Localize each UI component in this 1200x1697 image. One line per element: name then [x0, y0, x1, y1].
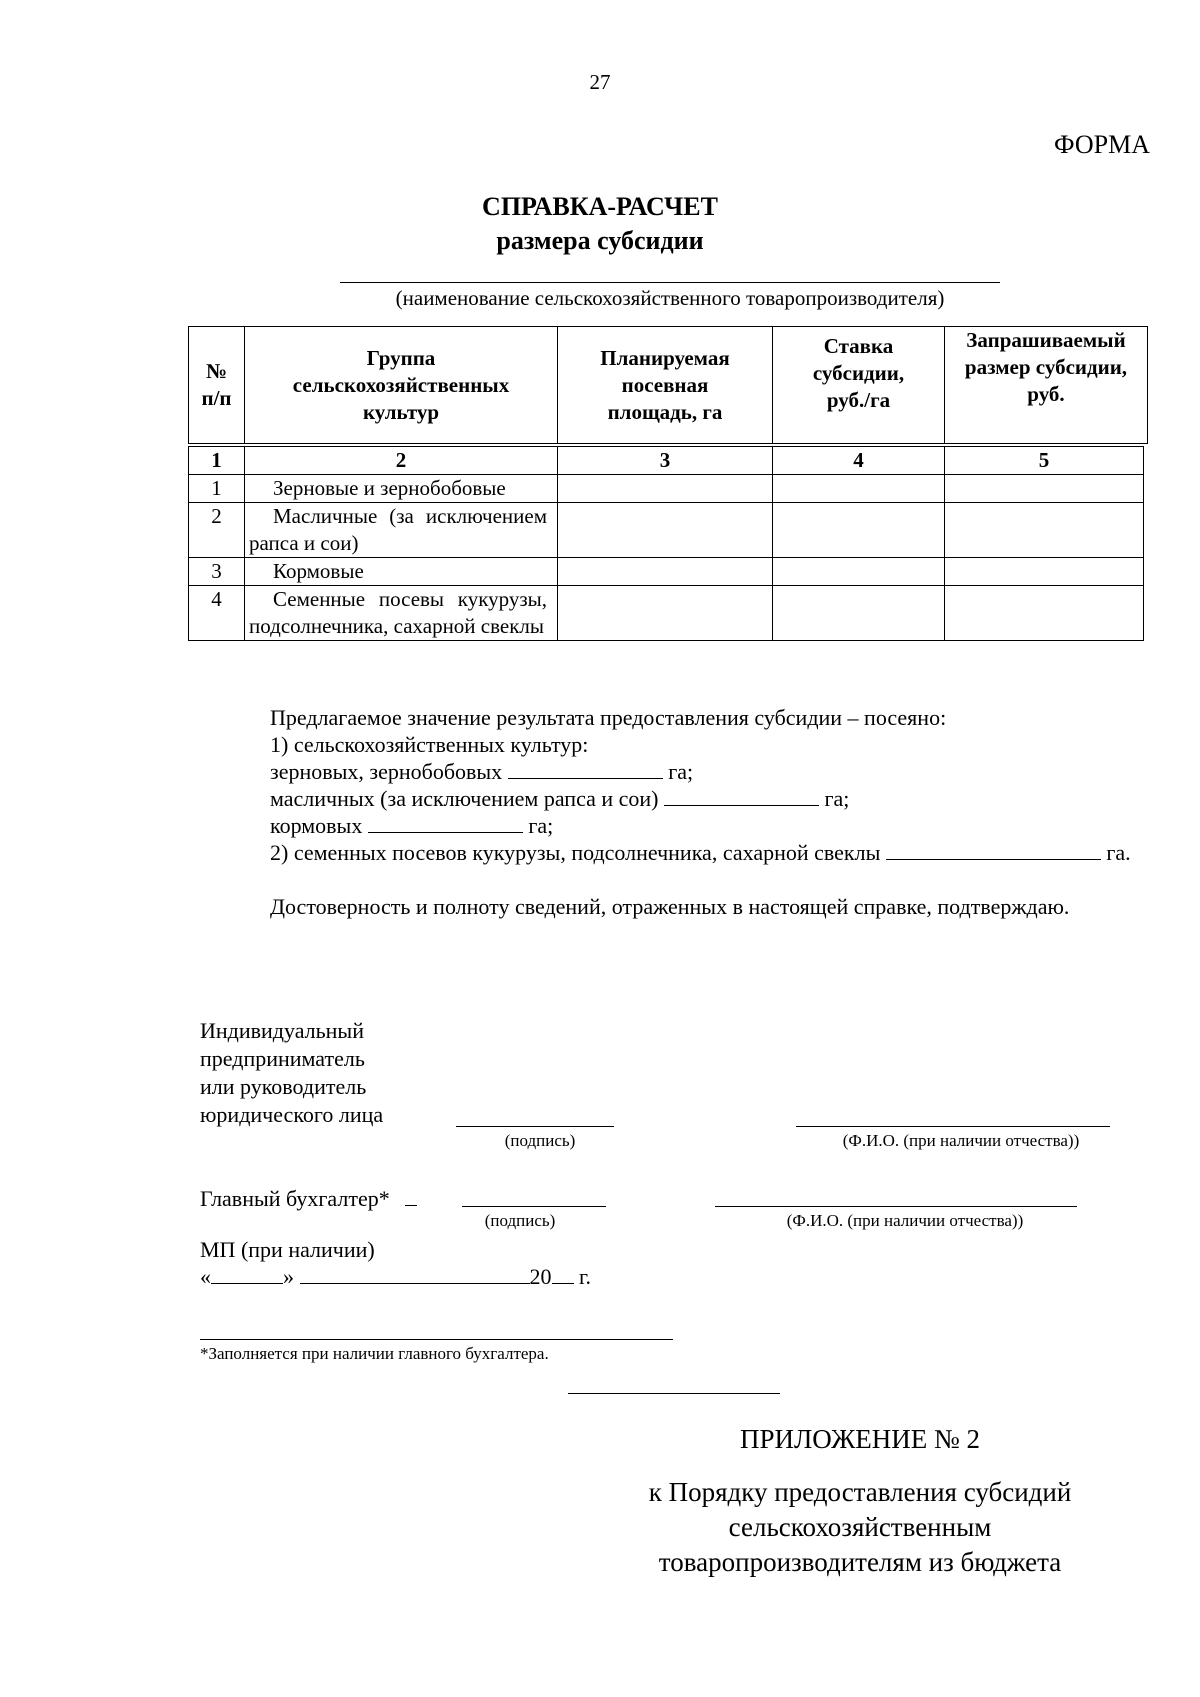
grain-line [270, 758, 693, 785]
accountant-signature-line[interactable] [462, 1206, 606, 1207]
oil-line [270, 785, 849, 812]
subsidy-rate-cell[interactable] [773, 558, 945, 586]
crop-group-cell: Семенные посевы кукурузы, подсолнечника, сахарной свеклы [245, 586, 558, 641]
subsidy-rate-cell[interactable] [773, 475, 945, 503]
table-row [189, 475, 1144, 503]
crop-group-cell: Зерновые и зернобобовые [245, 475, 558, 503]
document-title [0, 190, 1200, 258]
header-crop-group: Группа сельскохозяйственных культур [245, 327, 558, 444]
chief-accountant-text: Главный бухгалтер* [200, 1186, 390, 1211]
subsidy-table [188, 446, 1144, 641]
date-year-field[interactable] [552, 1263, 574, 1284]
oil-label: масличных (за исключением рапса и сои) [270, 786, 659, 811]
head-line-4: юридического лица [200, 1102, 384, 1127]
seed-label: 2) семенных посевов кукурузы, подсолнечника, сахарной свеклы [270, 840, 881, 865]
signature-caption: (подпись) [504, 1131, 576, 1150]
date-close-quote: » [283, 1264, 294, 1289]
oil-area-field[interactable] [664, 785, 819, 806]
unit-ga: га; [528, 813, 554, 838]
feed-label: кормовых [270, 813, 363, 838]
feed-line [270, 812, 553, 839]
seed-area-field[interactable] [886, 839, 1101, 860]
chief-accountant-dash [405, 1185, 417, 1206]
row-number: 3 [189, 558, 245, 586]
result-item-1: 1) сельскохозяйственных культур: [270, 732, 589, 757]
accountant-fio-line[interactable] [715, 1206, 1077, 1207]
page-number: 27 [589, 70, 611, 94]
column-number: 4 [773, 447, 945, 475]
header-requested-amount: Запрашиваемый размер субсидии, руб. [945, 327, 1148, 444]
signature-caption: (подпись) [484, 1211, 556, 1230]
planned-area-cell[interactable] [558, 586, 773, 641]
subsidy-table-header [188, 326, 1148, 444]
head-fio-line[interactable] [796, 1126, 1110, 1127]
header-number: № п/п [189, 327, 245, 444]
column-number: 1 [189, 447, 245, 475]
head-signatory [200, 1017, 383, 1129]
column-number: 5 [945, 447, 1144, 475]
seed-line [200, 839, 1146, 866]
subsidy-rate-cell[interactable] [773, 586, 945, 641]
column-numbers-row [189, 447, 1144, 475]
footnote-rule [200, 1339, 673, 1340]
appendix-line-2: сельскохозяйственным [728, 1512, 992, 1542]
unit-ga: га; [668, 759, 694, 784]
producer-name-line[interactable] [340, 282, 1000, 283]
head-line-3: или руководитель [200, 1074, 367, 1099]
crop-group-cell: Масличные (за исключением рапса и сои) [245, 503, 558, 558]
table-row [189, 503, 1144, 558]
head-line-2: предприниматель [200, 1046, 365, 1071]
appendix-line-1: к Порядку предоставления субсидий [648, 1477, 1072, 1507]
subsidy-rate-cell[interactable] [773, 503, 945, 558]
result-intro: Предлагаемое значение результата предоставления субсидии – посеяно: [270, 705, 947, 730]
chief-accountant-label [200, 1185, 417, 1212]
section-separator [568, 1393, 780, 1394]
feed-area-field[interactable] [368, 812, 523, 833]
title-line-1: СПРАВКА-РАСЧЕТ [482, 192, 718, 221]
stamp-label: МП (при наличии) [200, 1237, 375, 1262]
header-subsidy-rate: Ставка субсидии, руб./га [773, 327, 945, 444]
table-row [189, 586, 1144, 641]
header-planned-area: Планируемая посевная площадь, га [558, 327, 773, 444]
date-year-prefix: 20 [529, 1264, 552, 1289]
date-day-field[interactable] [211, 1263, 283, 1284]
requested-amount-cell[interactable] [945, 586, 1144, 641]
row-number: 1 [189, 475, 245, 503]
requested-amount-cell[interactable] [945, 558, 1144, 586]
date-open-quote: « [200, 1264, 211, 1289]
row-number: 2 [189, 503, 245, 558]
form-label: ФОРМА [1054, 130, 1150, 159]
head-line-1: Индивидуальный [200, 1018, 364, 1043]
grain-label: зерновых, зернобобовых [270, 759, 503, 784]
fio-caption: (Ф.И.О. (при наличии отчества)) [842, 1131, 1080, 1150]
fio-caption: (Ф.И.О. (при наличии отчества)) [786, 1211, 1024, 1230]
confirm-text: Достоверность и полноту сведений, отраженных в настоящей справке, подтверждаю. [270, 894, 1070, 919]
planned-area-cell[interactable] [558, 503, 773, 558]
date-month-field[interactable] [300, 1263, 530, 1284]
row-number: 4 [189, 586, 245, 641]
planned-area-cell[interactable] [558, 558, 773, 586]
footnote: *Заполняется при наличии главного бухгалтера. [200, 1344, 549, 1363]
title-line-2: размера субсидии [496, 226, 704, 255]
head-signature-line[interactable] [456, 1126, 614, 1127]
producer-name-caption: (наименование сельскохозяйственного товаропроизводителя) [395, 286, 945, 310]
requested-amount-cell[interactable] [945, 503, 1144, 558]
unit-ga-end: га. [1106, 840, 1131, 865]
column-number: 3 [558, 447, 773, 475]
planned-area-cell[interactable] [558, 475, 773, 503]
appendix-title: ПРИЛОЖЕНИЕ № 2 [739, 1424, 981, 1454]
date-g: г. [579, 1264, 592, 1289]
column-number: 2 [245, 447, 558, 475]
date-line [200, 1263, 591, 1290]
crop-group-cell: Кормовые [245, 558, 558, 586]
grain-area-field[interactable] [508, 758, 663, 779]
table-row [189, 558, 1144, 586]
appendix-line-3: товаропроизводителям из бюджета [658, 1547, 1062, 1577]
appendix-subtitle [620, 1475, 1100, 1580]
requested-amount-cell[interactable] [945, 475, 1144, 503]
unit-ga: га; [824, 786, 850, 811]
